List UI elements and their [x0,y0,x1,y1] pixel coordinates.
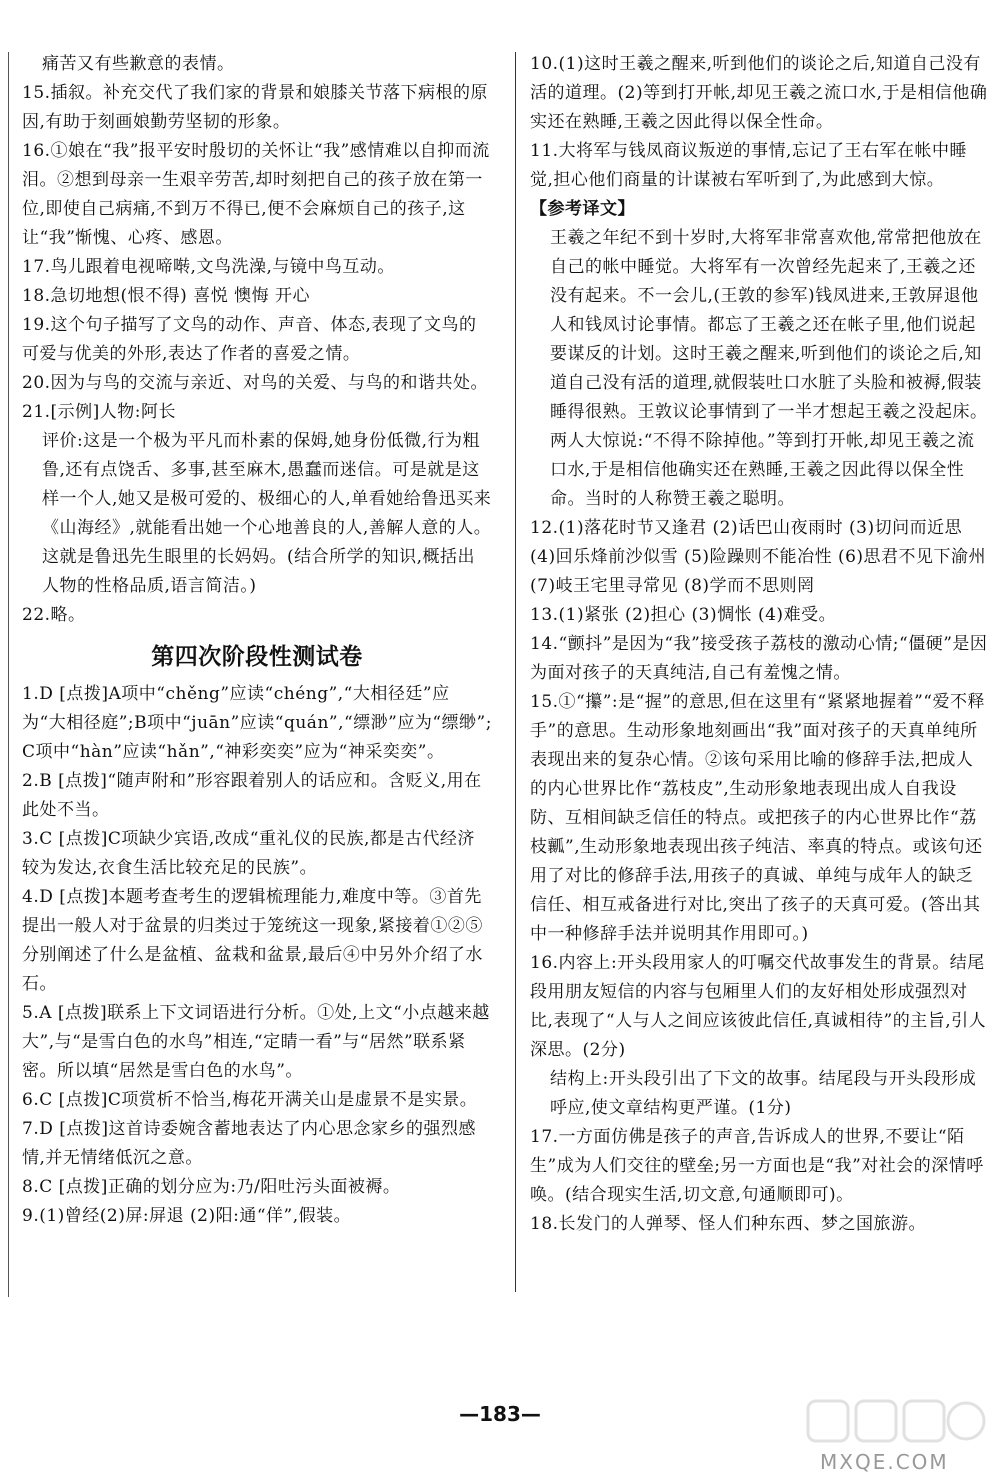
answer-18-right: 18.长发门的人弹琴、怪人们种东西、梦之国旅游。 [530,1214,927,1234]
answer-3: 3.C [点拨]C项缺少宾语,改成“重礼仪的民族,都是古代经济较为发达,衣食生活比较充足的民族”。 [22,829,475,878]
answer-9: 9.(1)曾经(2)屏:屏退 (2)阳:通“佯”,假装。 [22,1206,352,1226]
answer-14: 14.“颤抖”是因为“我”接受孩子荔枝的激动心情;“僵硬”是因为面对孩子的天真纯洁,自己有羞愧之情。 [530,634,988,683]
column-divider [515,52,516,1292]
watermark-text: MXQE.COM [820,1450,949,1474]
reference-translation-title: 【参考译文】 [530,199,635,219]
left-margin-rule [8,52,9,1297]
answer-18: 18.急切地想(恨不得) 喜悦 懊悔 开心 [22,286,311,306]
answer-10: 10.(1)这时王羲之醒来,听到他们的谈论之后,知道自己没有活的道理。(2)等到打开帐,却见王羲之流口水,于是相信他确实还在熟睡,王羲之因此得以保全性命。 [530,54,988,132]
answer-5: 5.A [点拨]联系上下文词语进行分析。①处,上文“小点越来越大”,与“是雪白色的水鸟”相连,“定睛一看”与“居然”联系紧密。所以填“居然是雪白色的水鸟”。 [22,1003,490,1081]
answer-19: 19.这个句子描写了文鸟的动作、声音、体态,表现了文鸟的可爱与优美的外形,表达了作者的喜爱之情。 [22,315,477,364]
answer-12: 12.(1)落花时节又逢君 (2)话巴山夜雨时 (3)切问而近思 (4)回乐烽前沙似雪 (5)险躁则不能冶性 (6)思君不见下渝州 (7)岐王宅里寻常见 (8)学而不思则罔 [530,518,987,596]
answer-13: 13.(1)紧张 (2)担心 (3)惆怅 (4)难受。 [530,605,837,625]
answer-16-right: 16.内容上:开头段用家人的叮嘱交代故事发生的背景。结尾段用朋友短信的内容与包厢里人们的友好相处形成强烈对比,表现了“人与人之间应该彼此信任,真诚相待”的主旨,引人深思。(2分) [530,953,987,1060]
answer-17: 17.鸟儿跟着电视啼啭,文鸟洗澡,与镜中鸟互动。 [22,257,395,277]
answer-11: 11.大将军与钱凤商议叛逆的事情,忘记了王右军在帐中睡觉,担心他们商量的计谋被右军听到了,为此感到大惊。 [530,141,967,190]
answer-21: 21.[示例]人物:阿长 [22,402,177,422]
answer-4: 4.D [点拨]本题考查考生的逻辑梳理能力,难度中等。③首先提出一般人对于盆景的归类过于笼统这一现象,紧接着①②⑤分别阐述了什么是盆植、盆栽和盆景,最后④中另外介绍了水石。 [22,887,483,994]
answer-15-right: 15.①“攥”:是“握”的意思,但在这里有“紧紧地握着”“爱不释手”的意思。生动形象地刻画出“我”面对孩子的天真单纯所表现出来的复杂心情。②该句采用比喻的修辞手法,把成人的内心世界比作“荔枝皮”,生动形象地表现出成人自我设防、互相间缺乏信任的特点。或把孩子的内心世界比作“荔枝瓤”,生动形象地表现出孩子纯洁、率真的特点。或该句还用了对比的修辞手法,用孩子的真诚、单纯与成年人的缺乏信任、相互戒备进行对比,突出了孩子的天真可爱。(答出其中一种修辞手法并说明其作用即可。) [530,692,986,944]
answer-21-evaluation: 评价:这是一个极为平凡而朴素的保姆,她身份低微,行为粗鲁,还有点饶舌、多事,甚至麻木,愚蠢而迷信。可是就是这样一个人,她又是极可爱的、极细心的人,单看她给鲁迅买来《山海经》,就能看出她一个心地善良的人,善解人意的人。这就是鲁迅先生眼里的长妈妈。(结合所学的知识,概括出人物的性格品质,语言简洁。) [42,431,492,596]
answer-16: 16.①娘在“我”报平安时殷切的关怀让“我”感情难以自抑而流泪。②想到母亲一生艰辛劳苦,却时刻把自己的孩子放在第一位,即使自己病痛,不到万不得已,便不会麻烦自己的孩子,这让“我”惭愧、心疼、感恩。 [22,141,490,248]
answer-2: 2.B [点拨]“随声附和”形容跟着别人的话应和。含贬义,用在此处不当。 [22,771,482,820]
answer-6: 6.C [点拨]C项赏析不恰当,梅花开满关山是虚景不是实景。 [22,1090,478,1110]
page-number: —183— [459,1402,541,1426]
section-title: 第四次阶段性测试卷 [151,644,363,670]
answer-22: 22.略。 [22,605,86,625]
answer-15: 15.插叙。补充交代了我们家的背景和娘膝关节落下病根的原因,有助于刻画娘勤劳坚韧的形象。 [22,83,489,132]
answer-line: 痛苦又有些歉意的表情。 [42,54,235,74]
answer-1: 1.D [点拨]A项中“chěng”应读“chéng”,“大相径廷”应为“大相径庭”;B项中“juān”应读“quán”,“缥渺”应为“缥缈”;C项中“hàn”应读“hǎn”,“神彩奕奕”应为“神采奕奕”。 [22,684,492,762]
left-column [22,50,492,1231]
reference-translation-text: 王羲之年纪不到十岁时,大将军非常喜欢他,常常把他放在自己的帐中睡觉。大将军有一次曾经先起来了,王羲之还没有起来。不一会儿,(王敦的参军)钱凤进来,王敦屏退他人和钱凤讨论事情。都忘了王羲之还在帐子里,他们说起要谋反的计划。这时王羲之醒来,听到他们的谈论之后,知道自己没有活的道理,就假装吐口水脏了头脸和被褥,假装睡得很熟。王敦议论事情到了一半才想起王羲之没起床。两人大惊说:“不得不除掉他。”等到打开帐,却见王羲之流口水,于是相信他确实还在熟睡,王羲之因此得以保全性命。当时的人称赞王羲之聪明。 [550,228,988,509]
right-column [530,50,990,1239]
answer-20: 20.因为与鸟的交流与亲近、对鸟的关爱、与鸟的和谐共处。 [22,373,489,393]
answer-16-structure: 结构上:开头段引出了下文的故事。结尾段与开头段形成呼应,使文章结构更严谨。(1分) [550,1069,977,1118]
answer-7: 7.D [点拨]这首诗委婉含蓄地表达了内心思念家乡的强烈感情,并无情绪低沉之意。 [22,1119,477,1168]
answer-8: 8.C [点拨]正确的划分应为:乃/阳吐污头面被褥。 [22,1177,401,1197]
answer-17-right: 17.一方面仿佛是孩子的声音,告诉成人的世界,不要让“陌生”成为人们交往的壁垒;另一方面也是“我”对社会的深情呼唤。(结合现实生活,切文意,句通顺即可)。 [530,1127,984,1205]
